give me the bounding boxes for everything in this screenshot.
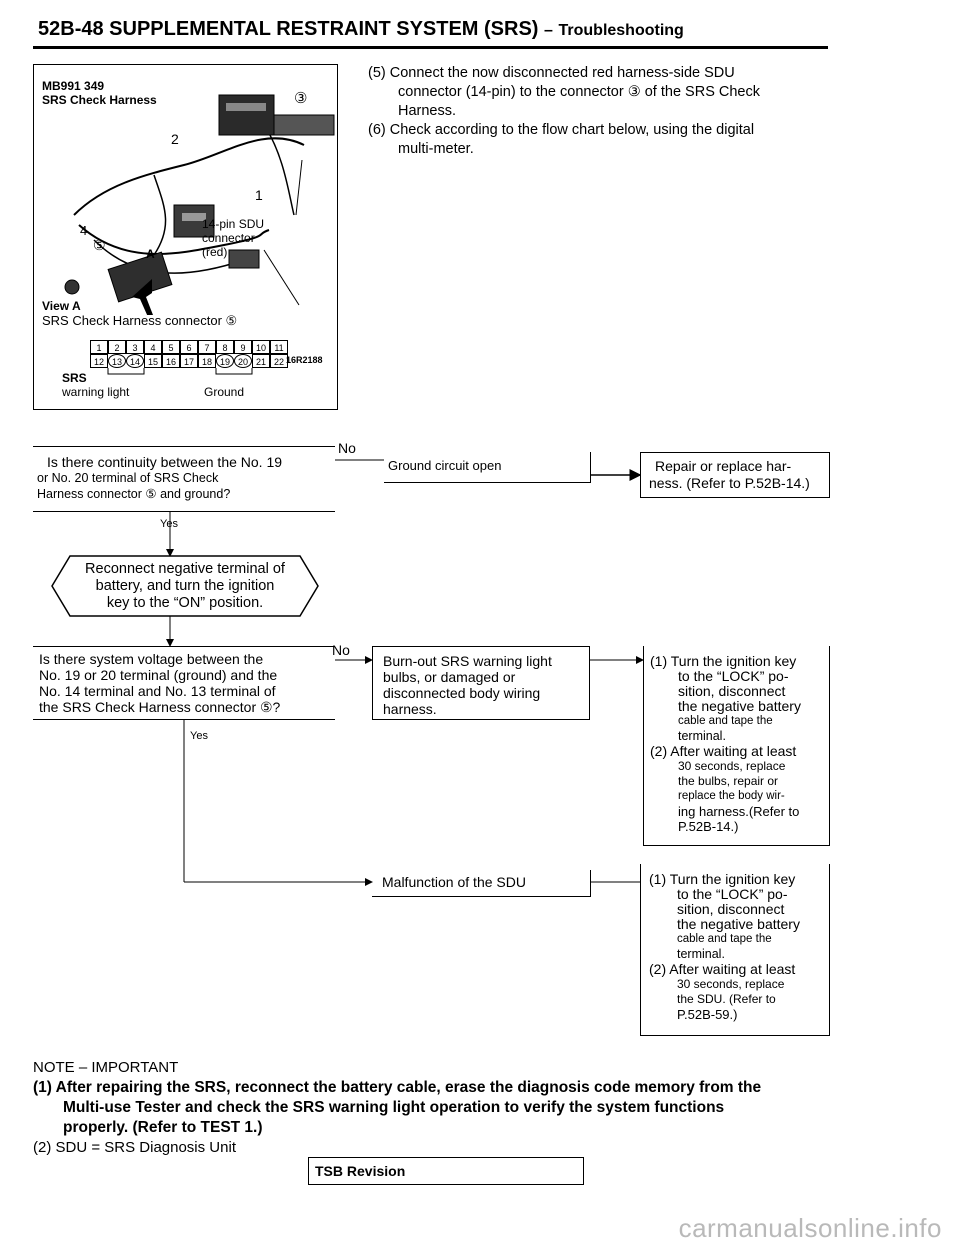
- a2-l10: replace the body wir-: [678, 790, 785, 802]
- a2-l2: to the “LOCK” po-: [678, 668, 789, 684]
- r2-line4: harness.: [383, 701, 437, 717]
- r3-text: Malfunction of the SDU: [382, 874, 526, 890]
- a2-l7: (2) After waiting at least: [650, 743, 797, 759]
- important-note: [33, 1058, 833, 1158]
- pin: 4: [144, 340, 162, 354]
- a3-text: [649, 872, 827, 1022]
- sdu-label-3: (red): [202, 245, 228, 259]
- r2-text: [383, 653, 552, 717]
- a3-l6: terminal.: [677, 947, 725, 961]
- pin: 5: [162, 340, 180, 354]
- result-ground-open: [384, 452, 591, 483]
- callout-4: 4: [80, 223, 88, 238]
- q2-no-label: No: [332, 642, 350, 658]
- view-label: View A: [42, 299, 81, 313]
- figure-code: 16R2188: [286, 355, 323, 365]
- q1-no-label: No: [338, 440, 356, 456]
- step-line3: key to the “ON” position.: [106, 595, 264, 611]
- action-burnout: [643, 646, 830, 846]
- pin: 9: [234, 340, 252, 354]
- q1-line2: or No. 20 terminal of SRS Check: [37, 471, 219, 485]
- q2-line2: No. 19 or 20 terminal (ground) and the: [39, 667, 278, 683]
- pin: 12: [90, 354, 108, 368]
- r2-line3: disconnected body wiring: [383, 685, 541, 701]
- note-heading: NOTE – IMPORTANT: [33, 1059, 179, 1076]
- step-line2: battery, and turn the ignition: [95, 578, 275, 594]
- step6-line1: (6) Check according to the flow chart below, using the digital: [368, 122, 755, 138]
- pin: 13: [108, 354, 126, 368]
- a1-line2: ness. (Refer to P.52B-14.): [649, 475, 810, 491]
- warning-light-label: warning light: [62, 385, 130, 399]
- r2-line1: Burn-out SRS warning light: [383, 653, 552, 669]
- step6-line2: multi-meter.: [398, 141, 474, 157]
- connector-caption: SRS Check Harness connector ⑤: [42, 313, 238, 328]
- a2-l3: sition, disconnect: [678, 683, 786, 699]
- note-item1-line1: (1) After repairing the SRS, reconnect the battery cable, erase the diagnosis code memory from the: [33, 1079, 762, 1096]
- title-dash: –: [544, 22, 553, 39]
- pin: 3: [126, 340, 144, 354]
- page-code: 52B-48: [38, 18, 104, 40]
- a3-l10: P.52B-59.): [677, 1007, 738, 1022]
- action-replace-sdu: [640, 864, 830, 1036]
- tsb-revision-box: [308, 1157, 584, 1185]
- part-number: MB991 349: [42, 79, 105, 93]
- q2-line1: Is there system voltage between the: [39, 651, 264, 667]
- sdu-label-1: 14-pin SDU: [202, 217, 265, 231]
- a3-l7: (2) After waiting at least: [649, 961, 796, 977]
- pin: 21: [252, 354, 270, 368]
- q1-yes-label: Yes: [160, 518, 178, 530]
- q2-line4: the SRS Check Harness connector ⑤?: [39, 699, 281, 715]
- a2-l5: cable and tape the: [678, 715, 773, 727]
- callout-3: ③: [294, 90, 308, 107]
- pin: 14: [126, 354, 144, 368]
- pin: 11: [270, 340, 288, 354]
- pin: 18: [198, 354, 216, 368]
- step-line1: Reconnect negative terminal of: [85, 561, 285, 577]
- note-item1-line2: Multi-use Tester and check the SRS warning light operation to verify the system functions: [63, 1099, 725, 1116]
- pin: 1: [90, 340, 108, 354]
- pin: 19: [216, 354, 234, 368]
- a2-l8: 30 seconds, replace: [678, 759, 786, 773]
- a3-l5: cable and tape the: [677, 933, 772, 945]
- callout-a: A: [146, 247, 155, 261]
- q2-text: [39, 651, 280, 715]
- a1-line1: Repair or replace har-: [655, 458, 792, 474]
- a2-l9: the bulbs, repair or: [678, 774, 779, 788]
- pin: 16: [162, 354, 180, 368]
- pin: 7: [198, 340, 216, 354]
- question-1: [33, 446, 335, 512]
- a3-l2: to the “LOCK” po-: [677, 886, 788, 902]
- callout-5: ⑤: [93, 237, 106, 253]
- q1-line3: Harness connector ⑤ and ground?: [37, 487, 231, 501]
- a3-l3: sition, disconnect: [677, 901, 785, 917]
- callout-1: 1: [255, 187, 263, 203]
- page-subtitle: Troubleshooting: [558, 22, 684, 39]
- r2-line2: bulbs, or damaged or: [383, 669, 516, 685]
- result-burnout: [372, 646, 590, 720]
- step5-line1: (5) Connect the now disconnected red harness-side SDU: [368, 65, 735, 81]
- pin: 15: [144, 354, 162, 368]
- a2-l1: (1) Turn the ignition key: [650, 653, 797, 669]
- q2-line3: No. 14 terminal and No. 13 terminal of: [39, 683, 276, 699]
- q1-line1: Is there continuity between the No. 19: [47, 454, 283, 470]
- a3-l9: the SDU. (Refer to: [677, 992, 776, 1006]
- pin: 10: [252, 340, 270, 354]
- note-item2: (2) SDU = SRS Diagnosis Unit: [33, 1139, 236, 1156]
- action-repair-harness: [640, 452, 830, 498]
- q2-yes-label: Yes: [190, 730, 208, 742]
- a2-l4: the negative battery: [678, 698, 801, 714]
- tsb-revision-label: TSB Revision: [315, 1163, 406, 1179]
- r1-text: Ground circuit open: [388, 458, 502, 473]
- result-sdu-malfunction: [372, 870, 591, 897]
- a2-l11: ing harness.(Refer to: [678, 804, 800, 819]
- callout-2: 2: [171, 131, 179, 147]
- pin: 8: [216, 340, 234, 354]
- question-2: [33, 646, 335, 720]
- watermark: carmanualsonline.info: [678, 1213, 942, 1243]
- a2-l12: P.52B-14.): [678, 819, 739, 834]
- part-name: SRS Check Harness: [42, 93, 157, 107]
- pin: 2: [108, 340, 126, 354]
- page-title: SUPPLEMENTAL RESTRAINT SYSTEM (SRS): [109, 18, 539, 40]
- srs-label: SRS: [62, 371, 87, 385]
- pin: 20: [234, 354, 252, 368]
- a3-l1: (1) Turn the ignition key: [649, 871, 796, 887]
- step-text: [50, 561, 320, 612]
- pin: 6: [180, 340, 198, 354]
- a3-l8: 30 seconds, replace: [677, 977, 785, 991]
- a3-l4: the negative battery: [677, 916, 800, 932]
- sdu-label-2: connector: [202, 231, 255, 245]
- ground-label: Ground: [204, 385, 245, 399]
- step5-line3: Harness.: [398, 103, 457, 119]
- a2-l6: terminal.: [678, 729, 726, 743]
- pin: 17: [180, 354, 198, 368]
- a2-text: [650, 654, 828, 834]
- step5-line2: connector (14-pin) to the connector ③ of the SRS Check: [398, 84, 760, 100]
- note-item1-line3: properly. (Refer to TEST 1.): [63, 1119, 263, 1136]
- pin: 22: [270, 354, 288, 368]
